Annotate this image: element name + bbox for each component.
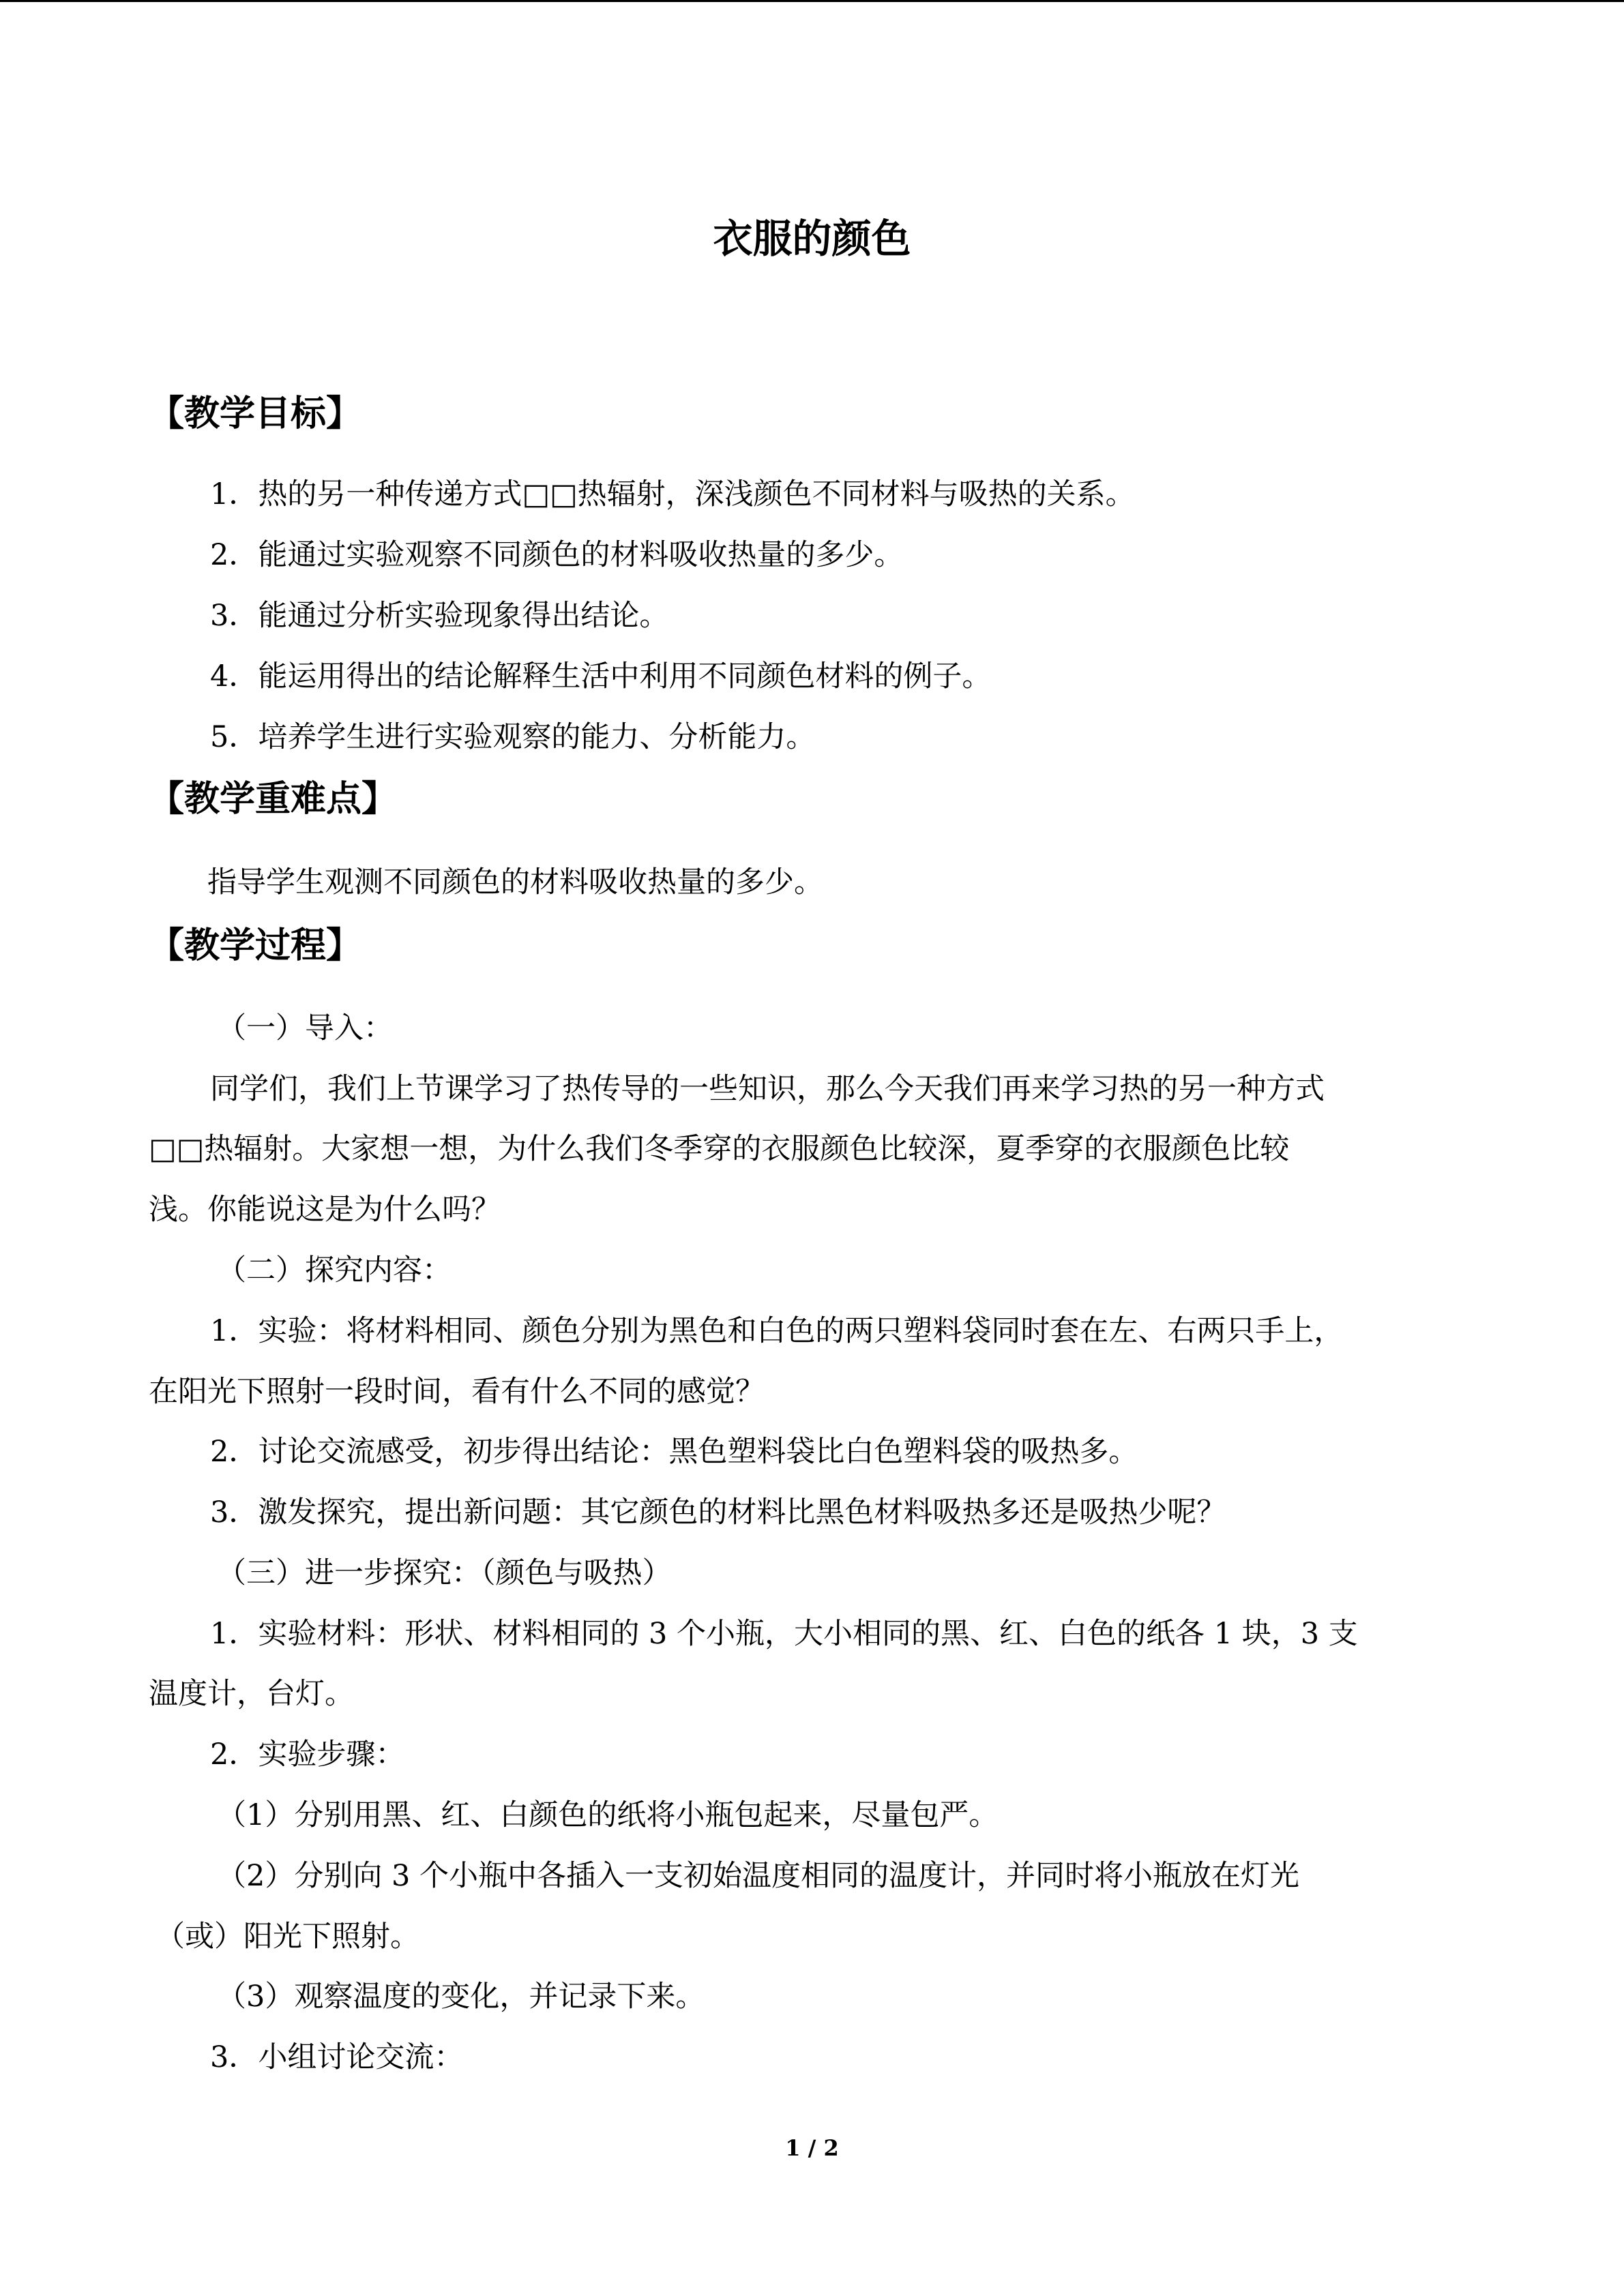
objective-item-2: 2．能通过实验观察不同颜色的材料吸收热量的多少。 xyxy=(210,538,904,572)
process-line: （一）导入： xyxy=(217,1011,393,1045)
section-heading-key-points: 【教学重难点】 xyxy=(149,779,398,820)
process-line: （三）进一步探究：（颜色与吸热） xyxy=(217,1556,672,1590)
page-number: 1 / 2 xyxy=(785,2135,839,2161)
top-border-rule xyxy=(0,0,1624,2)
process-line: 在阳光下照射一段时间，看有什么不同的感觉？ xyxy=(149,1375,765,1409)
process-line: （3）观察温度的变化，并记录下来。 xyxy=(217,1980,705,2014)
process-line: （1）分别用黑、红、白颜色的纸将小瓶包起来，尽量包严。 xyxy=(217,1798,999,1832)
process-line: 1．实验材料：形状、材料相同的 3 个小瓶，大小相同的黑、红、白色的纸各 1 块，3 支 xyxy=(210,1617,1358,1651)
objective-item-1: 1．热的另一种传递方式□□热辐射，深浅颜色不同材料与吸热的关系。 xyxy=(210,477,1135,511)
process-line: 1．实验：将材料相同、颜色分别为黑色和白色的两只塑料袋同时套在左、右两只手上， xyxy=(210,1314,1344,1348)
process-line: 3．小组讨论交流： xyxy=(210,2040,464,2074)
process-line: 温度计，台灯。 xyxy=(149,1677,354,1711)
document-title: 衣服的颜色 xyxy=(713,215,911,262)
process-line: 3．激发探究，提出新问题：其它颜色的材料比黑色材料吸热多还是吸热少呢？ xyxy=(210,1495,1226,1530)
process-line: 2．实验步骤： xyxy=(210,1738,405,1772)
process-line: 浅。你能说这是为什么吗？ xyxy=(149,1193,501,1227)
process-line: 同学们，我们上节课学习了热传导的一些知识，那么今天我们再来学习热的另一种方式 xyxy=(210,1072,1325,1106)
process-line: （二）探究内容： xyxy=(217,1253,452,1287)
objective-item-4: 4．能运用得出的结论解释生活中利用不同颜色材料的例子。 xyxy=(210,659,992,694)
process-line: （2）分别向 3 个小瓶中各插入一支初始温度相同的温度计，并同时将小瓶放在灯光 xyxy=(217,1859,1300,1893)
process-line: □□热辐射。大家想一想，为什么我们冬季穿的衣服颜色比较深，夏季穿的衣服颜色比较 xyxy=(149,1132,1290,1166)
section-heading-objectives: 【教学目标】 xyxy=(149,393,362,434)
process-line: （或）阳光下照射。 xyxy=(156,1920,419,1954)
process-line: 2．讨论交流感受，初步得出结论：黑色塑料袋比白色塑料袋的吸热多。 xyxy=(210,1435,1138,1469)
key-points-text: 指导学生观测不同颜色的材料吸收热量的多少。 xyxy=(207,865,823,899)
objective-item-3: 3．能通过分析实验现象得出结论。 xyxy=(210,599,669,633)
section-heading-process: 【教学过程】 xyxy=(149,925,362,966)
objective-item-5: 5．培养学生进行实验观察的能力、分析能力。 xyxy=(210,720,816,754)
